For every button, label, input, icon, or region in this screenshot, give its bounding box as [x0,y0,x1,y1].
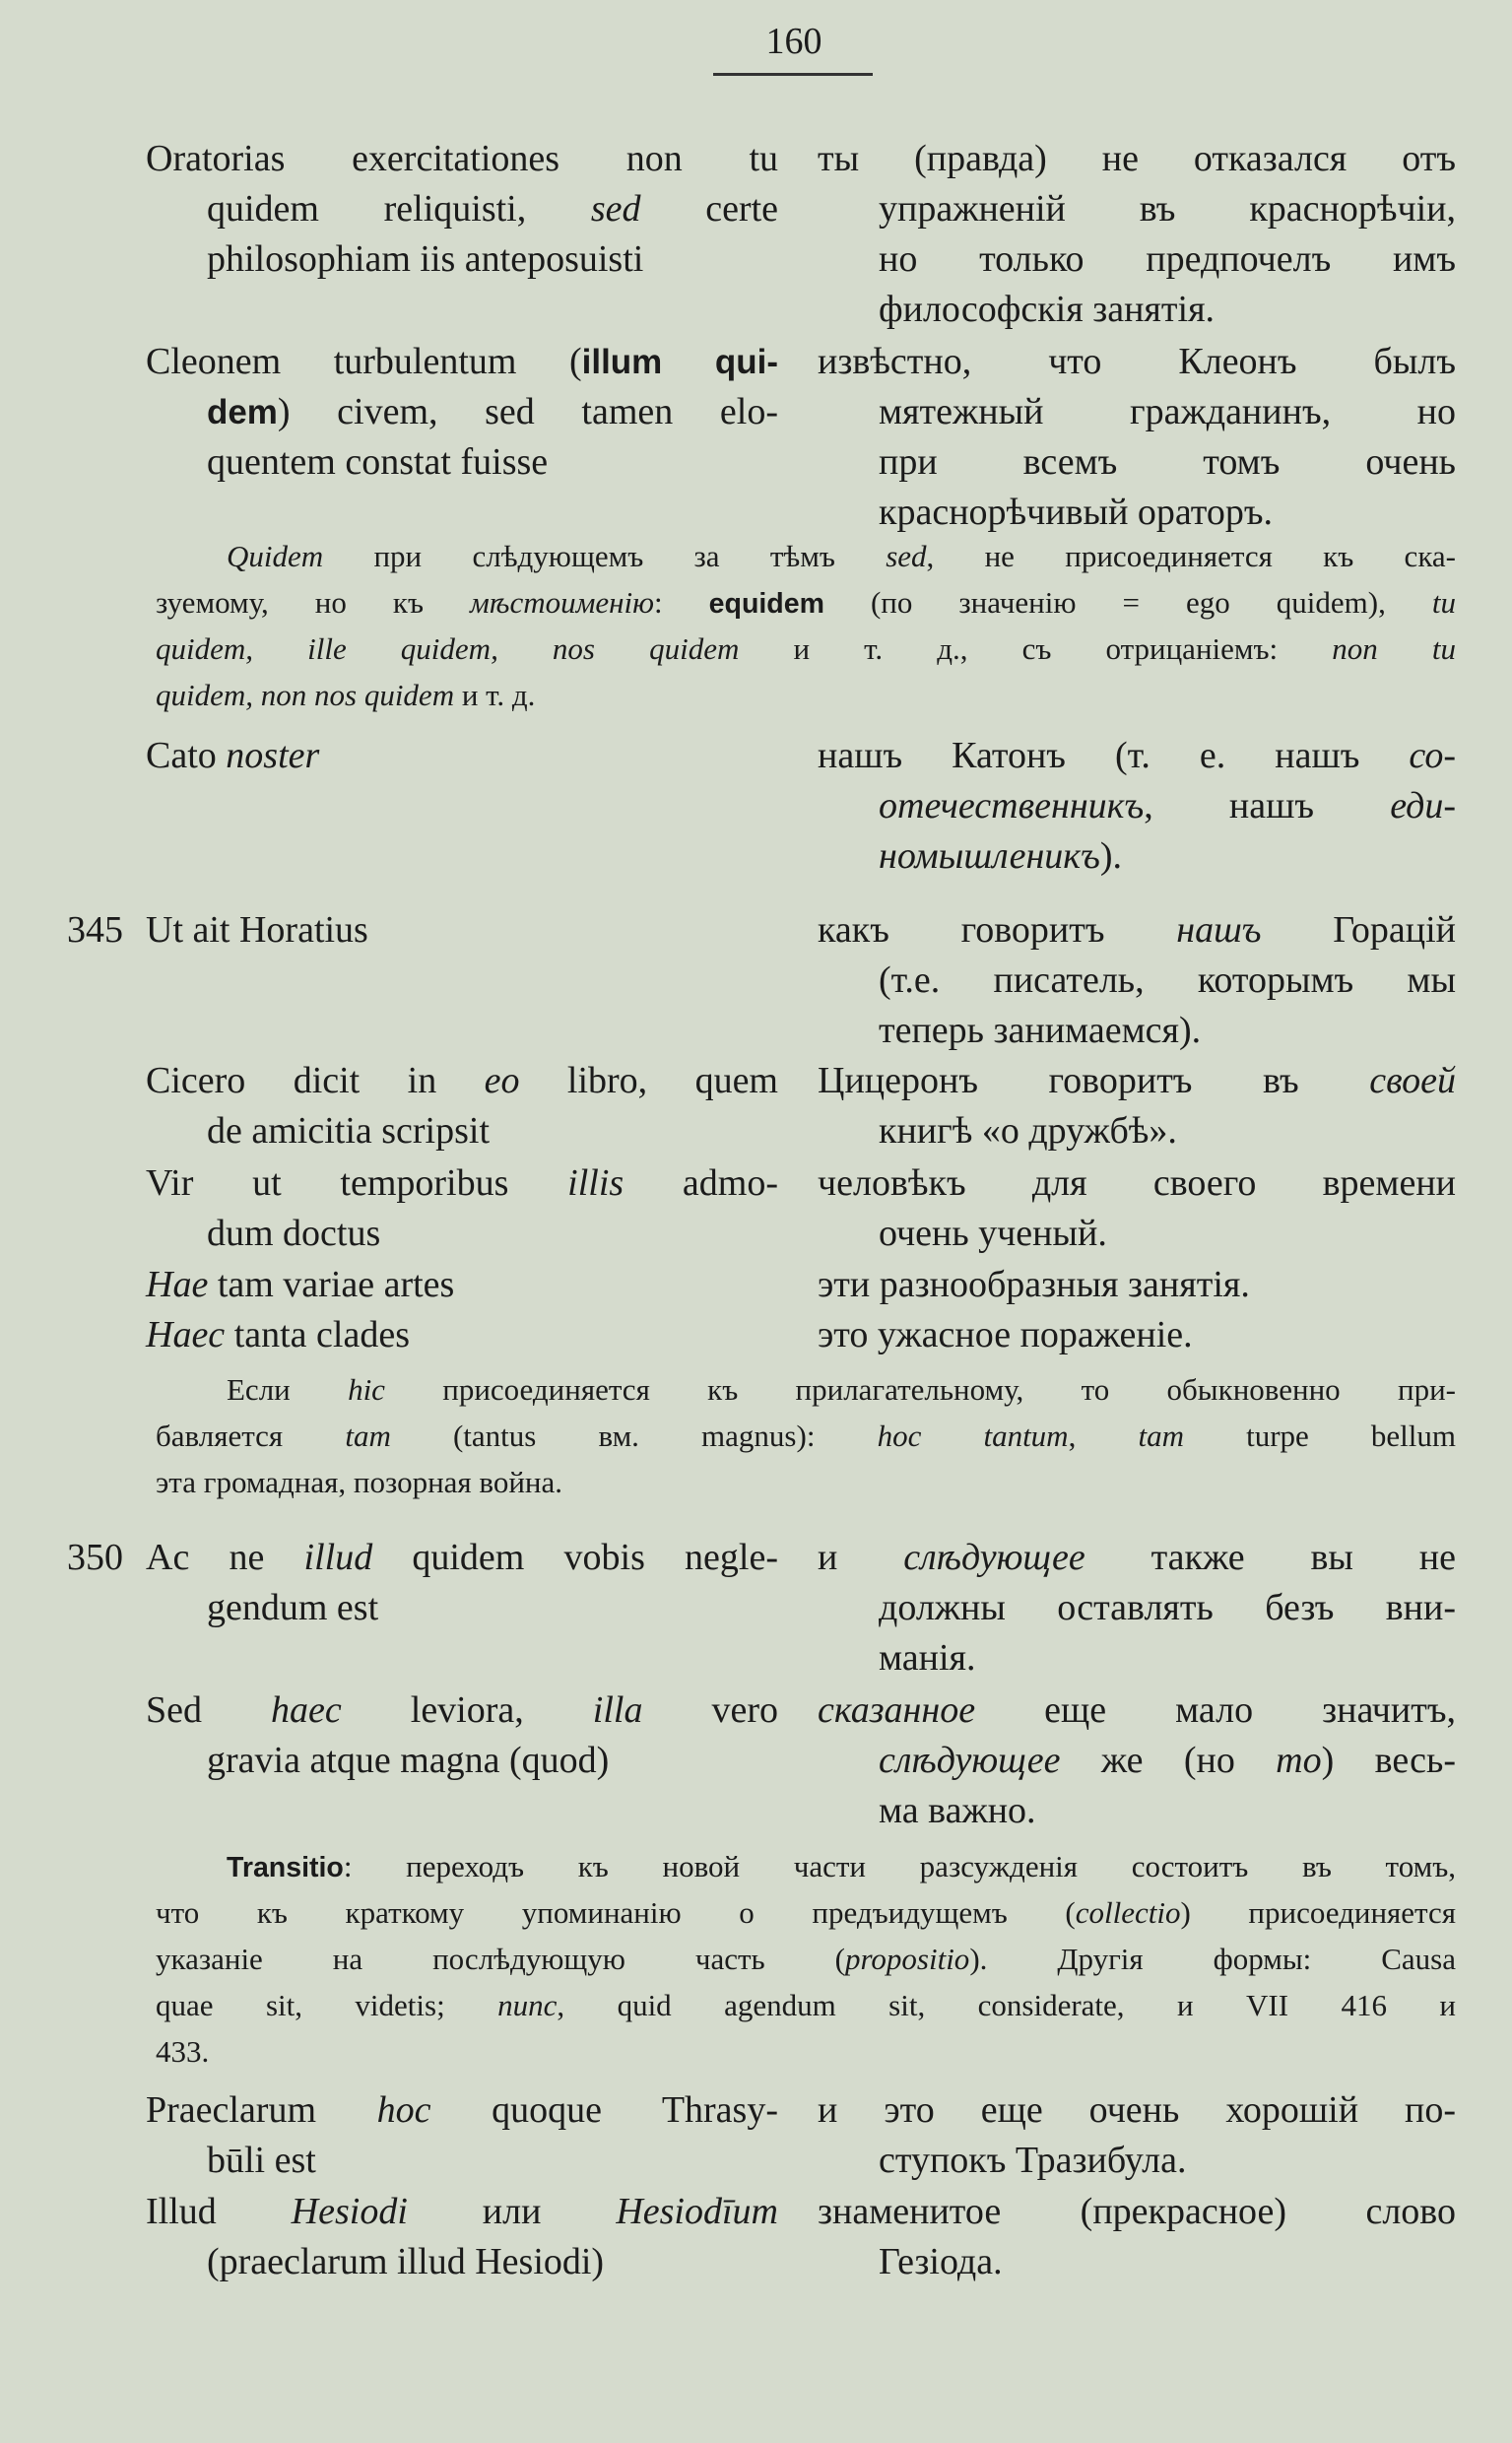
text-line [818,731,1456,781]
text-run: (tantus вм. magnus): [390,1419,878,1453]
text-run: Cato [146,735,227,776]
text-run: нашъ Катонъ (т. е. нашъ [818,735,1410,776]
text-line [146,2136,778,2186]
section-number: 345 [67,909,123,951]
italic-text: hoc tantum [877,1419,1069,1453]
text-line [818,1209,1456,1259]
latin-text [146,1685,778,1786]
text-run: : переходъ къ новой части разсужденія состоитъ въ томъ, [343,1849,1456,1883]
text-run: quentem constat fuisse [207,441,549,483]
text-line [156,626,1456,672]
text-run: извѣстно, что Клеонъ былъ [818,341,1456,382]
text-run: Ut ait Horatius [146,909,368,951]
text-run: leviora, [341,1689,593,1731]
latin-text [146,1310,778,1360]
text-run: Если [227,1372,349,1407]
text-line [156,1459,1456,1505]
text-run: должны оставлять безъ вни- [879,1587,1456,1628]
text-run: при слѣдующемъ за тѣмъ [323,539,887,573]
text-line [818,1633,1456,1684]
text-line [818,184,1456,234]
text-line [156,533,1456,579]
text-run: Sed [146,1689,272,1731]
page-number: 160 [765,21,822,62]
text-run: ма важно. [879,1790,1036,1831]
text-run: эта громадная, позорная война. [156,1465,563,1499]
latin-text [146,905,778,956]
text-run: какъ говоритъ [818,909,1177,951]
text-run: также вы не [1085,1537,1456,1578]
text-line [818,1310,1456,1360]
text-run: Cleonem turbulentum ( [146,341,582,382]
text-line [146,184,778,234]
text-line [818,2085,1456,2136]
latin-text [146,1533,778,1633]
text-run: philosophiam iis anteposuisti [207,238,644,280]
text-run: , [1068,1419,1139,1453]
latin-text [146,1260,778,1310]
text-run: знаменитое (прекрасное) слово [818,2191,1456,2232]
note-text [156,533,1456,718]
italic-text: illud [303,1537,373,1578]
italic-text: Hesiodi [291,2191,408,2232]
text-run: Oratorias exercitationes non tu [146,138,778,179]
text-line [146,731,778,781]
italic-text: quidem, non nos quidem [156,678,455,712]
text-line [818,1106,1456,1156]
italic-text: то [1276,1740,1322,1781]
text-run: краснорѣчивый ораторъ. [879,492,1274,533]
text-line [818,1260,1456,1310]
text-run: или [407,2191,617,2232]
italic-text: eo [484,1060,520,1101]
text-line [156,1366,1456,1413]
text-run: , quid agendum sit, considerate, и VII 416 и [557,1988,1456,2022]
text-run: и это еще очень хорошій по- [818,2089,1456,2131]
text-line [818,234,1456,285]
text-run: (по значенію = ego quidem), [823,585,1432,620]
italic-text: еди- [1390,785,1456,826]
text-run: теперь занимаемся). [879,1010,1202,1051]
text-line [818,285,1456,335]
italic-text: collectio [1075,1895,1181,1930]
text-run: gendum est [207,1587,379,1628]
text-line [818,1583,1456,1633]
text-run: de amicitia scripsit [207,1110,491,1152]
text-run: бавляется [156,1419,346,1453]
italic-text: hoc [376,2089,431,2131]
text-run: зуемому, но къ [156,585,471,620]
russian-translation [818,2085,1456,2186]
italic-text: мѣстоименію [470,585,655,620]
text-run: еще мало значитъ, [975,1689,1456,1731]
text-line [818,1158,1456,1209]
text-run: ) весь- [1321,1740,1456,1781]
russian-translation [818,905,1456,1056]
text-line [146,1583,778,1633]
text-run: dum doctus [207,1213,381,1254]
text-line [146,2187,778,2237]
italic-text: sed [886,539,927,573]
text-run: admo- [624,1162,778,1204]
italic-text: номышленикъ [879,835,1100,877]
text-line [146,134,778,184]
italic-text: слѣдующее [903,1537,1085,1578]
text-line [146,1736,778,1786]
text-run: и [818,1537,904,1578]
latin-text [146,1056,778,1156]
text-run: присоединяется къ прилагательному, то обыкновенно при- [384,1372,1456,1407]
text-line [146,387,778,437]
italic-text: нашъ [1176,909,1262,951]
text-run: tam variae artes [208,1264,455,1305]
text-run: Горацій [1261,909,1456,951]
italic-text: отечественникъ [879,785,1145,826]
text-run: quidem vobis negle- [372,1537,778,1578]
text-line [818,1736,1456,1786]
italic-text: tam [1138,1419,1184,1453]
text-run: ступокъ Тразибула. [879,2140,1187,2181]
text-line [818,781,1456,831]
text-run: при всемъ томъ очень [879,441,1456,483]
text-run: и т. д. [454,678,536,712]
italic-text: quidem, ille quidem, nos quidem [156,631,740,666]
text-run: ). Другія формы: Causa [969,1942,1456,1976]
text-line [818,2136,1456,2186]
russian-translation [818,1260,1456,1310]
text-run: и т. д., съ отрицаніемъ: [739,631,1333,666]
italic-text: Hesiodīum [616,2191,778,2232]
text-run: turpe bellum [1183,1419,1457,1453]
russian-translation [818,1056,1456,1156]
text-run: (praeclarum illud Hesiodi) [207,2241,605,2282]
italic-text: слѣдующее [879,1740,1061,1781]
text-line [818,437,1456,488]
text-line [156,1843,1456,1889]
text-run: certe [640,188,779,230]
text-line [818,337,1456,387]
text-run: Cicero dicit in [146,1060,485,1101]
italic-text: Quidem [227,539,324,573]
bold-text: illum qui- [581,343,778,381]
text-line [156,1413,1456,1459]
italic-text: сказанное [818,1689,976,1731]
text-line [818,1685,1456,1736]
text-line [818,1786,1456,1836]
text-run: ) civem, sed tamen elo- [277,391,778,432]
text-run: мятежный гражданинъ, но [879,391,1456,432]
text-run: человѣкъ для своего времени [818,1162,1456,1204]
text-run: упражненій въ краснорѣчіи, [879,188,1456,230]
text-run: же (но [1060,1740,1277,1781]
page-number-rule [713,73,873,76]
bold-text: Transitio [227,1852,344,1883]
text-line [146,1056,778,1106]
text-line [818,488,1456,538]
italic-text: propositio [844,1942,970,1976]
text-line [156,2028,1456,2075]
text-run: Vir ut temporibus [146,1162,568,1204]
italic-text: tam [345,1419,391,1453]
text-run: очень ученый. [879,1213,1107,1254]
text-line [146,1533,778,1583]
italic-text: noster [226,735,320,776]
italic-text: hic [348,1372,385,1407]
italic-text: haec [271,1689,342,1731]
russian-translation [818,1310,1456,1360]
text-run: : [654,585,709,620]
latin-text [146,134,778,285]
text-line [818,2237,1456,2287]
russian-translation [818,731,1456,882]
text-run: gravia atque magna (quod) [207,1740,610,1781]
text-run: Praeclarum [146,2089,377,2131]
italic-text: tu [1431,585,1457,620]
text-line [146,234,778,285]
text-line [156,579,1456,626]
note-text [156,1843,1456,2075]
russian-translation [818,134,1456,335]
italic-text: sed [590,188,641,230]
italic-text: Hae [146,1264,209,1305]
text-line [146,1209,778,1259]
text-run: (т.е. писатель, которымъ мы [879,959,1456,1001]
italic-text: со- [1409,735,1456,776]
text-run: , нашъ [1144,785,1391,826]
text-run: quoque Thrasy- [430,2089,778,2131]
text-run: 433. [156,2034,210,2069]
text-line [156,1889,1456,1936]
bold-text: equidem [708,588,824,620]
text-run: ). [1099,835,1122,877]
text-line [156,672,1456,718]
italic-text: nunc [497,1988,558,2022]
text-run: Ac ne [146,1537,304,1578]
text-line [818,2187,1456,2237]
text-run: манія. [879,1637,976,1679]
text-line [146,1106,778,1156]
note-text [156,1366,1456,1505]
text-line [146,437,778,488]
text-run: Цицеронъ говоритъ въ [818,1060,1370,1101]
text-run: указаніе на послѣдующую часть ( [156,1942,845,1976]
italic-text: своей [1369,1060,1456,1101]
russian-translation [818,2187,1456,2287]
text-run: ) присоединяется [1180,1895,1456,1930]
text-line [146,1685,778,1736]
text-line [818,956,1456,1006]
italic-text: illa [592,1689,643,1731]
text-run: tanta clades [225,1314,410,1355]
text-line [146,905,778,956]
latin-text [146,2187,778,2287]
section-number: 350 [67,1537,123,1578]
russian-translation [818,1685,1456,1836]
russian-translation [818,1533,1456,1684]
text-line [818,1533,1456,1583]
text-line [146,1310,778,1360]
text-line [156,1982,1456,2028]
latin-text [146,337,778,488]
text-run: философскія занятія. [879,289,1216,330]
text-run: книгѣ «о дружбѣ». [879,1110,1177,1152]
latin-text [146,2085,778,2186]
text-line [818,387,1456,437]
latin-text [146,1158,778,1259]
text-line [818,905,1456,956]
italic-text: non tu [1332,631,1456,666]
text-line [818,134,1456,184]
text-run: Illud [146,2191,292,2232]
italic-text: illis [567,1162,625,1204]
text-line [818,1006,1456,1056]
text-line [156,1936,1456,1982]
text-run: būli est [207,2140,316,2181]
text-line [146,337,778,387]
text-run: эти разнообразныя занятія. [818,1264,1250,1305]
text-run: это ужасное пораженіе. [818,1314,1193,1355]
text-run: quidem reliquisti, [207,188,591,230]
text-line [146,2085,778,2136]
russian-translation [818,1158,1456,1259]
text-line [818,831,1456,882]
text-line [818,1056,1456,1106]
latin-text [146,731,778,781]
text-run: , не присоединяется къ ска- [926,539,1456,573]
russian-translation [818,337,1456,538]
text-run: но только предпочелъ имъ [879,238,1456,280]
bold-text: dem [207,393,278,431]
text-line [146,1260,778,1310]
text-run: что къ краткому упоминанію о предъидущемъ ( [156,1895,1076,1930]
text-line [146,2237,778,2287]
text-run: Гезіода. [879,2241,1003,2282]
text-run: quae sit, videtis; [156,1988,498,2022]
text-run: ты (правда) не отказался отъ [818,138,1456,179]
text-run: vero [642,1689,778,1731]
italic-text: Haec [146,1314,226,1355]
text-line [146,1158,778,1209]
text-run: libro, quem [519,1060,778,1101]
